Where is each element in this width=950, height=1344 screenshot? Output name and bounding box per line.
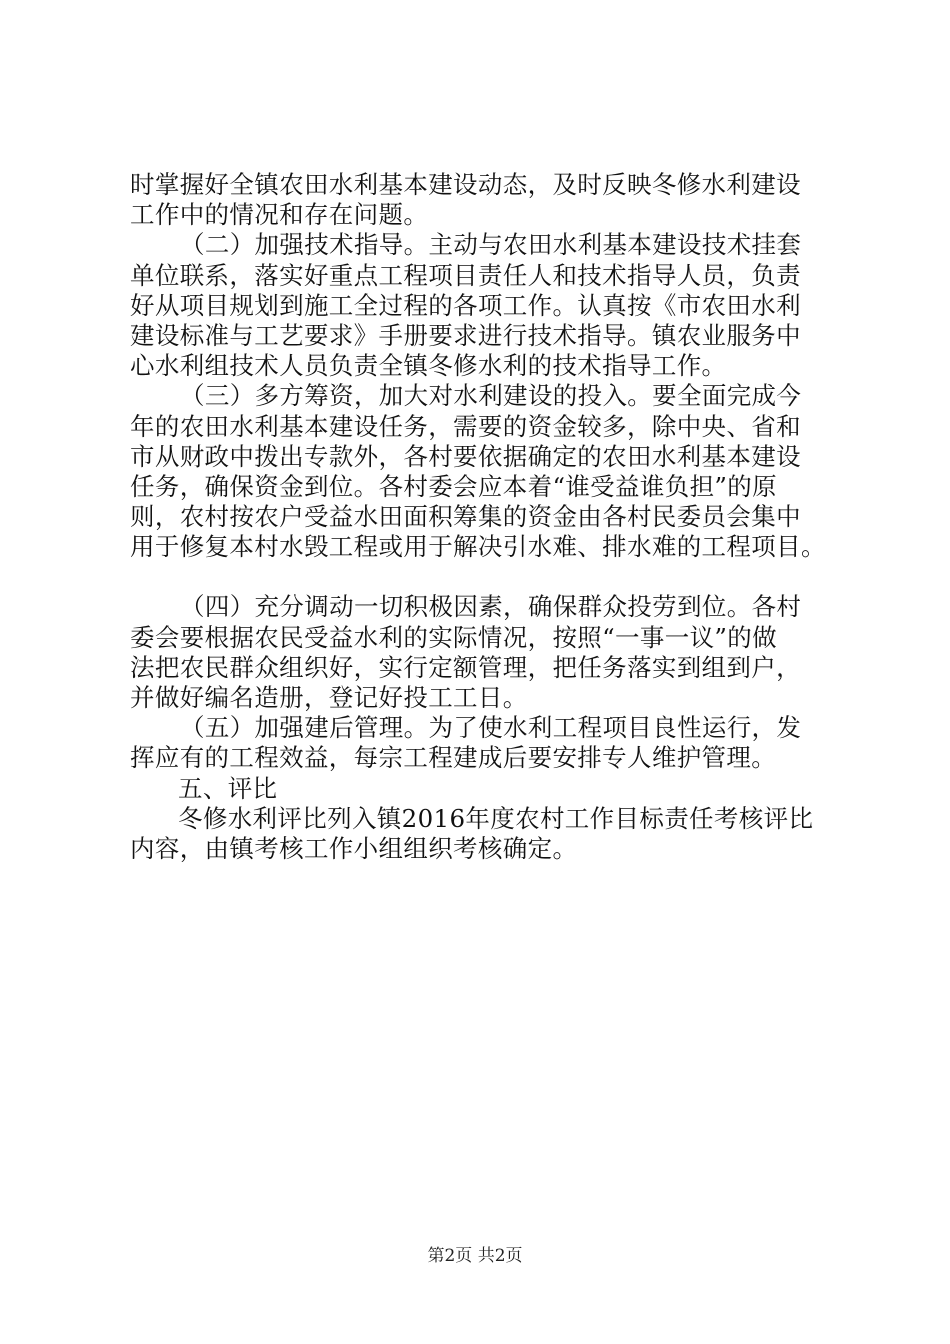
text-line: 则，农村按农户受益水田面积筹集的资金由各村民委员会集中 (130, 502, 801, 532)
text-line: 建设标准与工艺要求》手册要求进行技术指导。镇农业服务中 (130, 320, 801, 350)
section-3-heading-line: （三）多方筹资，加大对水利建设的投入。要全面完成今 (180, 381, 802, 411)
text-line: 并做好编名造册，登记好投工工日。 (130, 683, 528, 712)
text-line: 内容，由镇考核工作小组组织考核确定。 (130, 833, 578, 863)
text-line: 委会要根据农民受益水利的实际情况，按照“一事一议”的做 (130, 622, 777, 652)
text-line: 好从项目规划到施工全过程的各项工作。认真按《市农田水利 (130, 290, 801, 320)
text-line: 法把农民群众组织好，实行定额管理，把任务落实到组到户， (130, 652, 801, 682)
text-line: 市从财政中拨出专款外，各村要依据确定的农田水利基本建设 (130, 441, 801, 471)
text-line: 年的农田水利基本建设任务，需要的资金较多，除中央、省和 (130, 411, 801, 441)
text-line: 挥应有的工程效益，每宗工程建成后要安排专人维护管理。 (130, 743, 777, 773)
text-line: 单位联系，落实好重点工程项目责任人和技术指导人员，负责 (130, 260, 801, 290)
text-line: 用于修复本村水毁工程或用于解决引水难、排水难的工程项目。 (130, 532, 826, 562)
text-line: 时掌握好全镇农田水利基本建设动态，及时反映冬修水利建设 (130, 170, 801, 199)
document-body (130, 170, 850, 864)
section-five-heading: 五、评比 (178, 773, 278, 803)
text-line: 工作中的情况和存在问题。 (130, 200, 429, 230)
text-line: 任务，确保资金到位。各村委会应本着“谁受益谁负担”的原 (130, 471, 777, 501)
paragraph-gap (130, 562, 850, 592)
evaluation-line: 冬修水利评比列入镇2016年度农村工作目标责任考核评比 (178, 803, 814, 833)
section-4-heading-line: （四）充分调动一切积极因素，确保群众投劳到位。各村 (180, 592, 802, 622)
section-5-heading-line: （五）加强建后管理。为了使水利工程项目良性运行，发 (180, 713, 802, 743)
page-number-indicator: 第2页 共2页 (427, 1246, 523, 1266)
section-2-heading-line: （二）加强技术指导。主动与农田水利基本建设技术挂套 (180, 230, 802, 260)
page-footer (0, 1246, 950, 1266)
text-line: 心水利组技术人员负责全镇冬修水利的技术指导工作。 (130, 351, 727, 381)
